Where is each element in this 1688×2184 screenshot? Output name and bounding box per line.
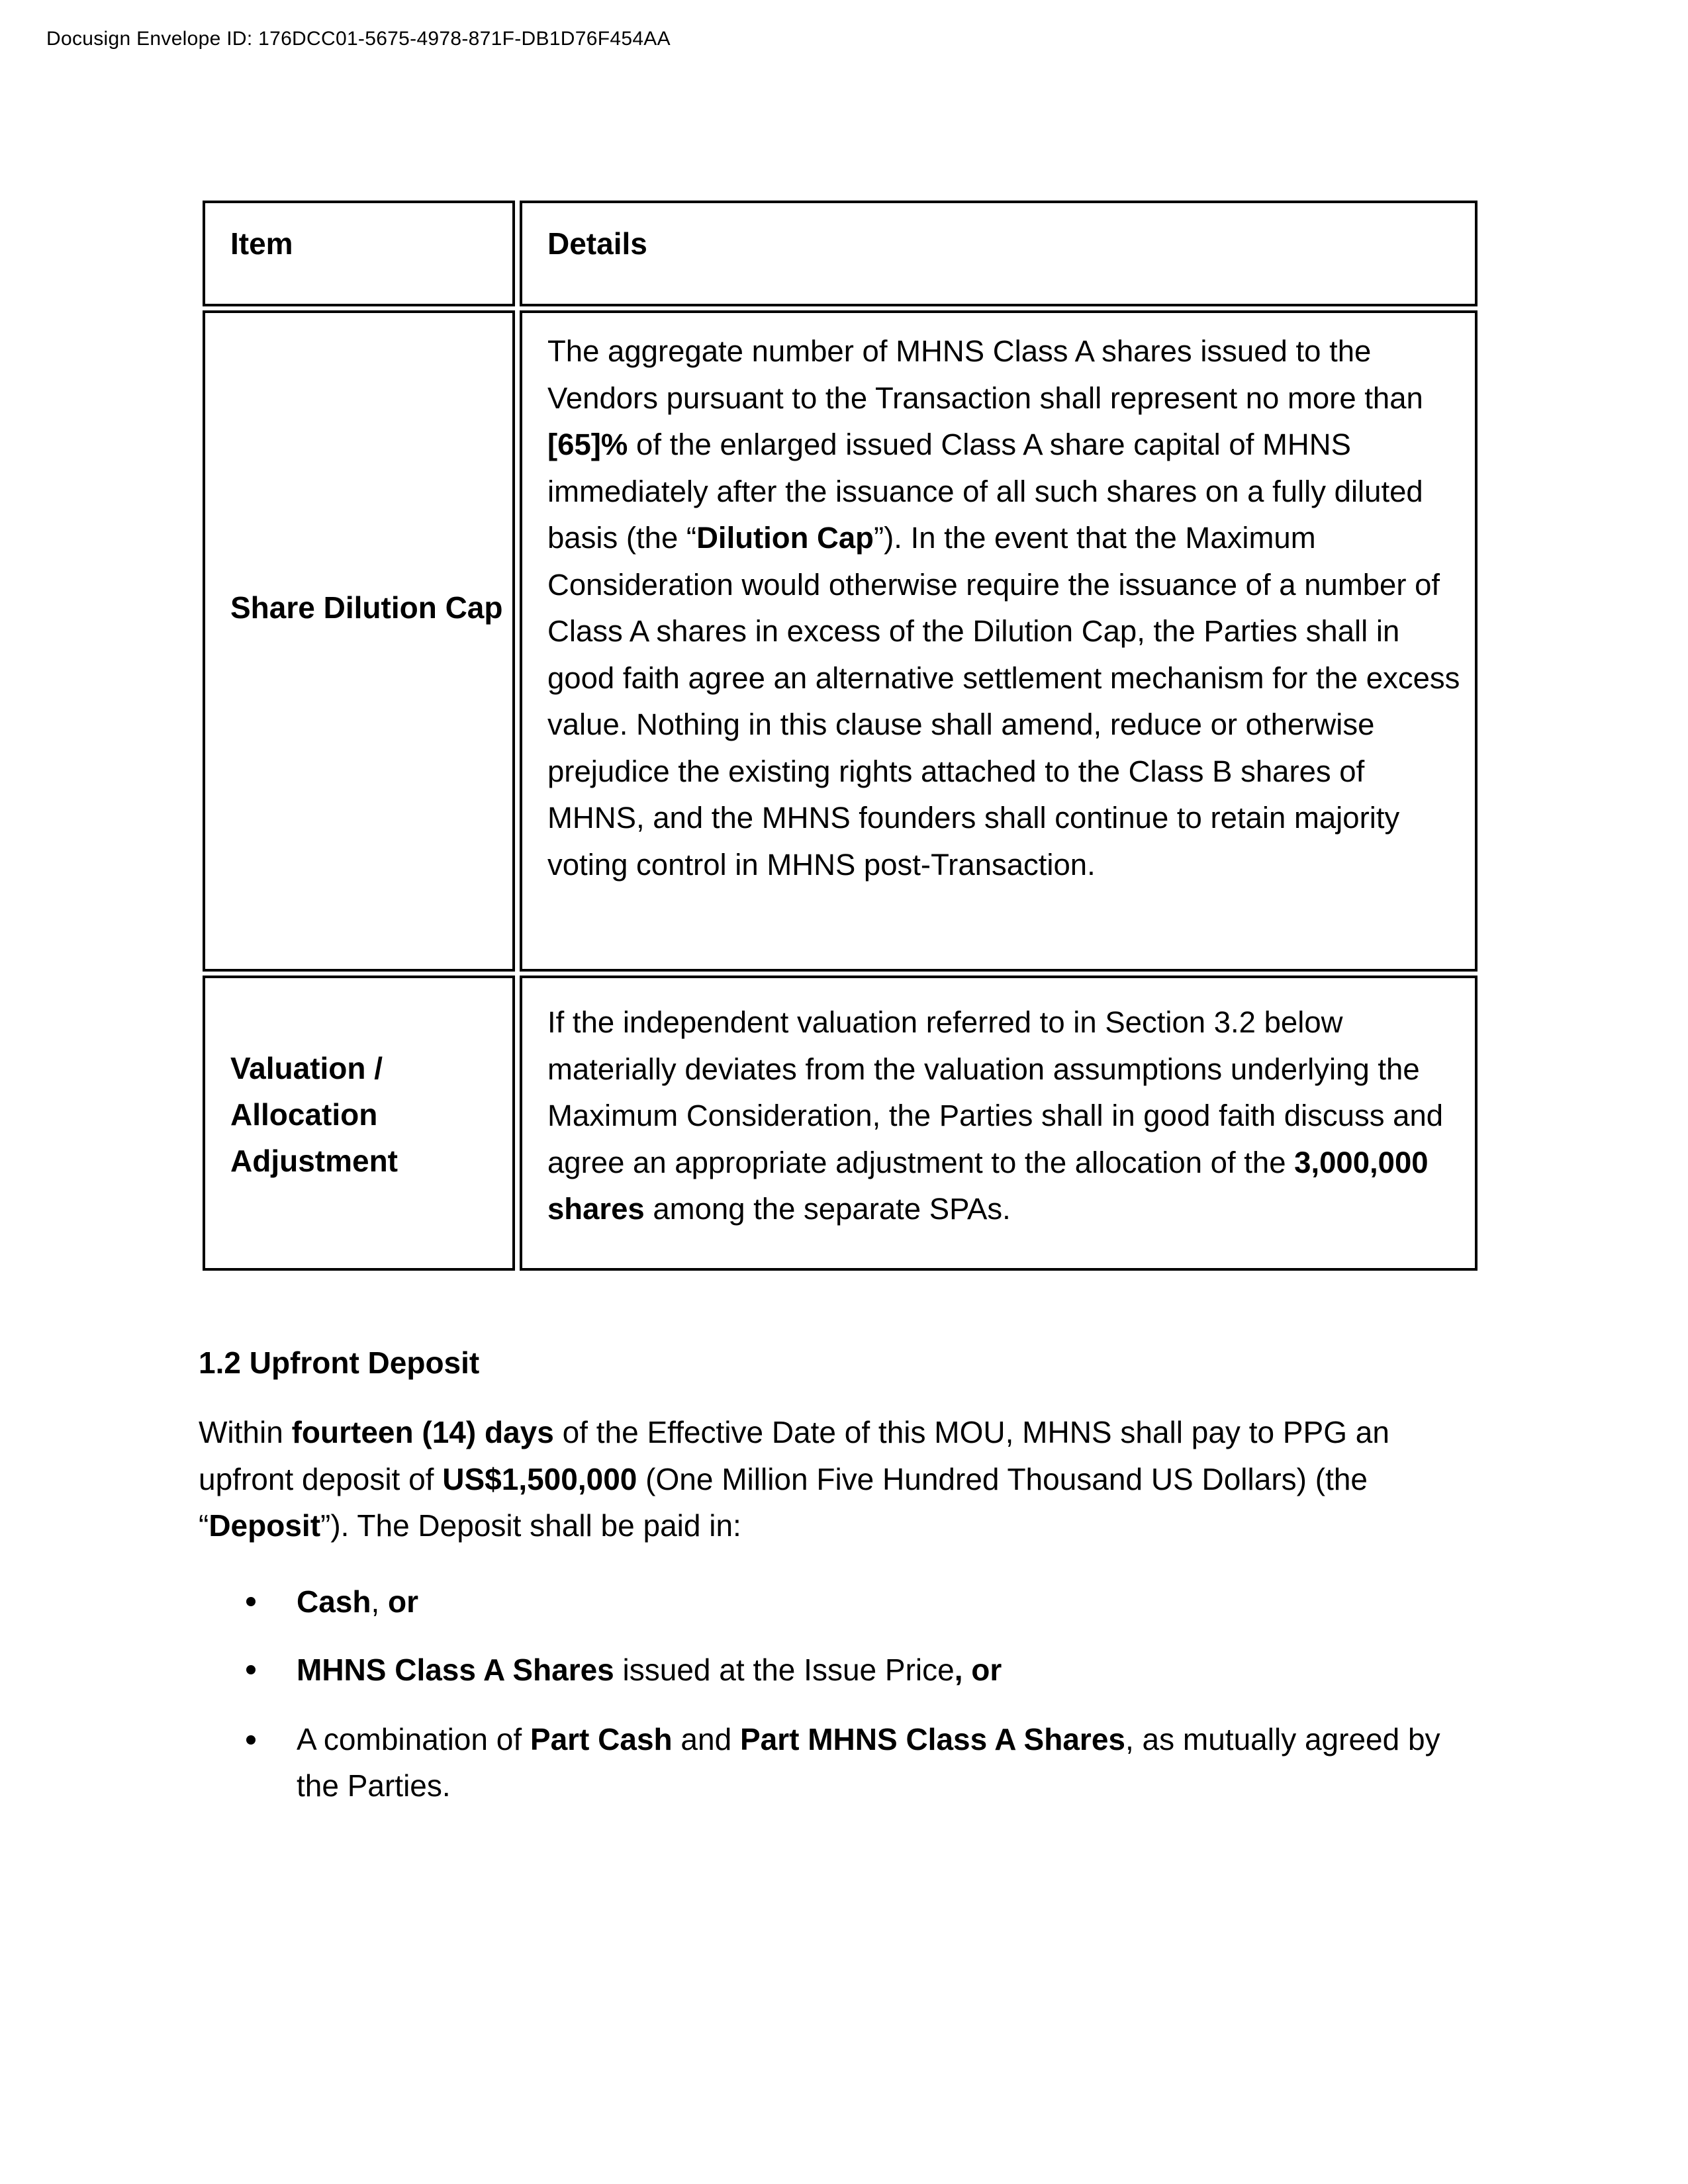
table-header-details: Details: [547, 226, 647, 261]
list-item: MHNS Class A Shares issued at the Issue Price, or: [297, 1653, 1002, 1687]
table-header-item-cell: [203, 201, 515, 306]
section-heading: 1.2 Upfront Deposit: [199, 1345, 480, 1380]
row-label-valuation-allocation: Valuation / Allocation Adjustment: [230, 1051, 398, 1178]
row-details-share-dilution-cap: The aggregate number of MHNS Class A shares issued to the Vendors pursuant to the Transaction shall represent no more than [65]% of the enlarged issued Class A share capital of MHNS immediately after the issuance of all such shares on a fully diluted basis (the “Dilution Cap”). In the event that the Maximum Consideration would otherwise require the issuance of a number of Class A shares in excess of the Dilution Cap, the Parties shall in good faith agree an alternative settlement mechanism for the excess value. Nothing in this clause shall amend, reduce or otherwise prejudice the existing rights attached to the Class B shares of MHNS, and the MHNS founders shall continue to retain majority voting control in MHNS post-Transaction.: [547, 334, 1460, 882]
table-row: [203, 310, 515, 972]
table-header-item: Item: [230, 226, 293, 261]
row-details-valuation-allocation: If the independent valuation referred to in Section 3.2 below materially deviates from the valuation assumptions underlying the Maximum Consideration, the Parties shall in good faith discuss and agree an appropriate adjustment to the allocation of the 3,000,000 shares among the separate SPAs.: [547, 1005, 1444, 1226]
list-item: A combination of Part Cash and Part MHNS Class A Shares, as mutually agreed by the Parties.: [297, 1722, 1440, 1803]
deposit-paragraph: Within fourteen (14) days of the Effective Date of this MOU, MHNS shall pay to PPG an upfront deposit of US$1,500,000 (One Million Five Hundred Thousand US Dollars) (the “Deposit”). The Deposit shall be paid in:: [199, 1415, 1389, 1543]
table-row: [203, 976, 515, 1271]
row-label-share-dilution-cap: Share Dilution Cap: [230, 590, 503, 625]
table-header-details-cell: [520, 201, 1477, 306]
bullet-dot-icon: [246, 1597, 256, 1606]
table-row-details: [520, 310, 1477, 972]
list-item: Cash, or: [297, 1584, 419, 1619]
table-row-details: [520, 976, 1477, 1271]
bullet-dot-icon: [246, 1665, 256, 1674]
envelope-id: Docusign Envelope ID: 176DCC01-5675-4978-871F-DB1D76F454AA: [46, 28, 671, 50]
bullet-dot-icon: [246, 1735, 256, 1745]
